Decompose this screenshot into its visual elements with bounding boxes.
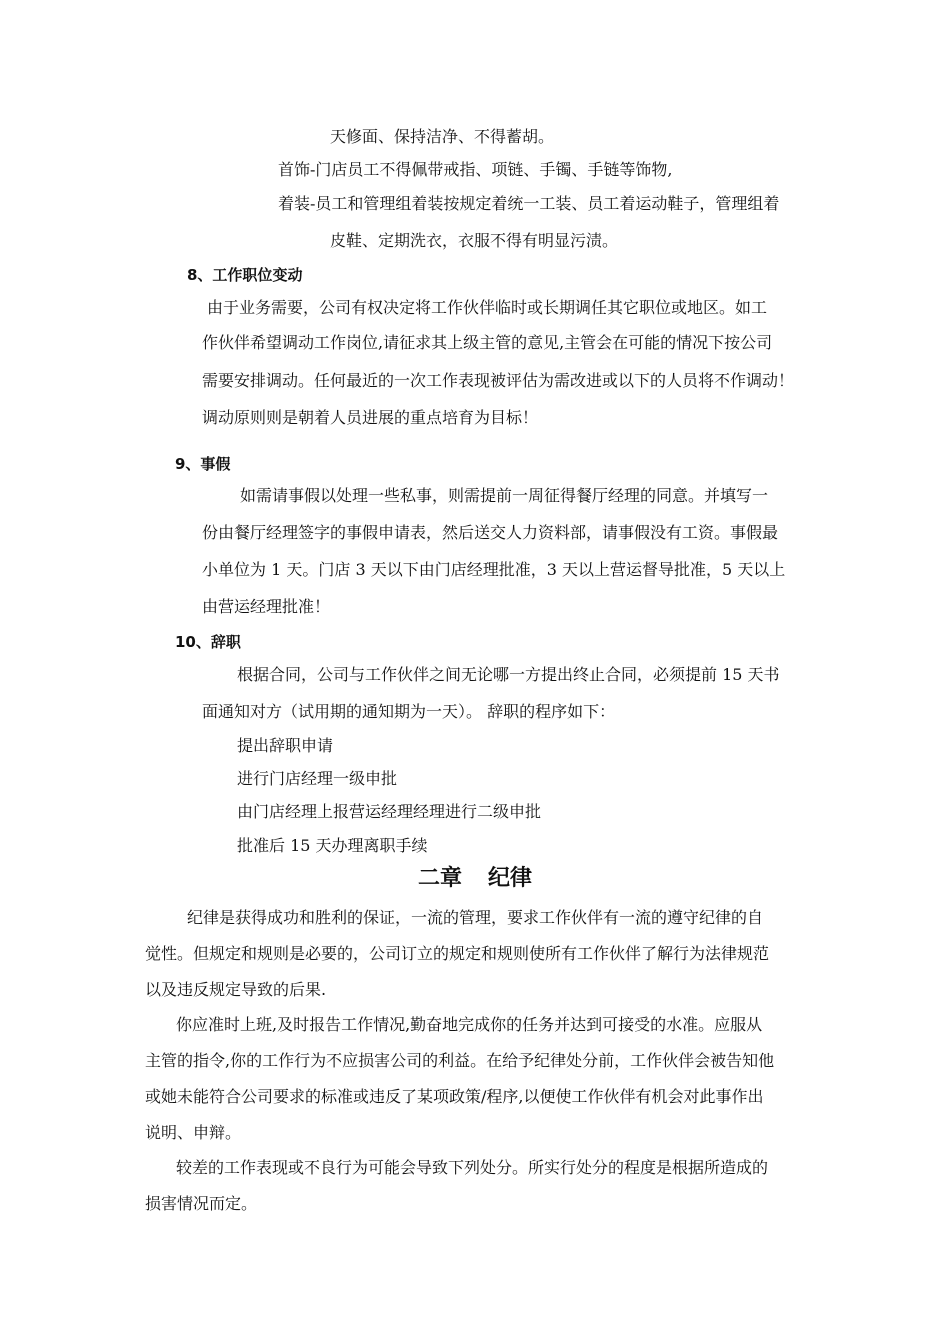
resignation-step: 由门店经理上报营运经理经理进行二级申批	[237, 802, 542, 821]
resignation-step: 进行门店经理一级申批	[237, 769, 398, 788]
paragraph-line: 由营运经理批准！	[202, 597, 331, 616]
paragraph-line: 主管的指令,你的工作行为不应损害公司的利益。在给予纪律处分前，工作伙伴会被告知他	[145, 1051, 775, 1070]
paragraph-line: 觉性。但规定和规则是必要的，公司订立的规定和规则使所有工作伙伴了解行为法律规范	[145, 944, 770, 963]
paragraph-line: 你应准时上班,及时报告工作情况,勤奋地完成你的任务并达到可接受的水准。应服从	[176, 1015, 763, 1034]
appearance-line: 着装-员工和管理组着装按规定着统一工装、员工着运动鞋子，管理组着	[278, 194, 780, 213]
paragraph-line: 损害情况而定。	[145, 1194, 258, 1213]
section-heading-personal-leave: 9、事假	[175, 455, 231, 473]
paragraph-line: 面通知对方（试用期的通知期为一天）。 辞职的程序如下：	[202, 702, 616, 721]
paragraph-line: 说明、申辩。	[145, 1123, 242, 1142]
appearance-line: 天修面、保持洁净、不得蓄胡。	[330, 127, 555, 146]
chapter-title-number: 二章	[417, 866, 462, 891]
paragraph-line: 由于业务需要，公司有权决定将工作伙伴临时或长期调任其它职位或地区。如工	[207, 298, 768, 317]
paragraph-line: 作伙伴希望调动工作岗位,请征求其上级主管的意见,主管会在可能的情况下按公司	[202, 333, 773, 352]
paragraph-line: 或她未能符合公司要求的标准或违反了某项政策/程序,以便使工作伙伴有机会对此事作出	[145, 1087, 764, 1106]
paragraph-line: 份由餐厅经理签字的事假申请表，然后送交人力资料部，请事假没有工资。事假最	[202, 523, 779, 542]
appearance-line: 皮鞋、定期洗衣，衣服不得有明显污渍。	[330, 231, 619, 250]
chapter-title	[0, 864, 950, 894]
paragraph-line: 较差的工作表现或不良行为可能会导致下列处分。所实行处分的程度是根据所造成的	[176, 1158, 769, 1177]
paragraph-line: 需要安排调动。任何最近的一次工作表现被评估为需改进或以下的人员将不作调动！	[202, 371, 795, 390]
paragraph-line: 如需请事假以处理一些私事，则需提前一周征得餐厅经理的同意。并填写一	[240, 486, 769, 505]
section-heading-resignation: 10、辞职	[175, 633, 241, 651]
appearance-line: 首饰-门店员工不得佩带戒指、项链、手镯、手链等饰物,	[278, 160, 673, 179]
paragraph-line: 调动原则则是朝着人员进展的重点培育为目标！	[202, 408, 539, 427]
paragraph-line: 以及违反规定导致的后果.	[145, 980, 327, 999]
paragraph-line: 纪律是获得成功和胜利的保证，一流的管理，要求工作伙伴有一流的遵守纪律的自	[187, 908, 764, 927]
section-heading-job-change: 8、工作职位变动	[187, 266, 303, 284]
paragraph-line: 根据合同，公司与工作伙伴之间无论哪一方提出终止合同，必须提前 15 天书	[237, 665, 780, 684]
resignation-step: 批准后 15 天办理离职手续	[237, 836, 428, 855]
resignation-step: 提出辞职申请	[237, 736, 334, 755]
chapter-title-name: 纪律	[488, 866, 533, 891]
paragraph-line: 小单位为 1 天。门店 3 天以下由门店经理批准，3 天以上营运督导批准，5 天以上	[202, 560, 786, 579]
